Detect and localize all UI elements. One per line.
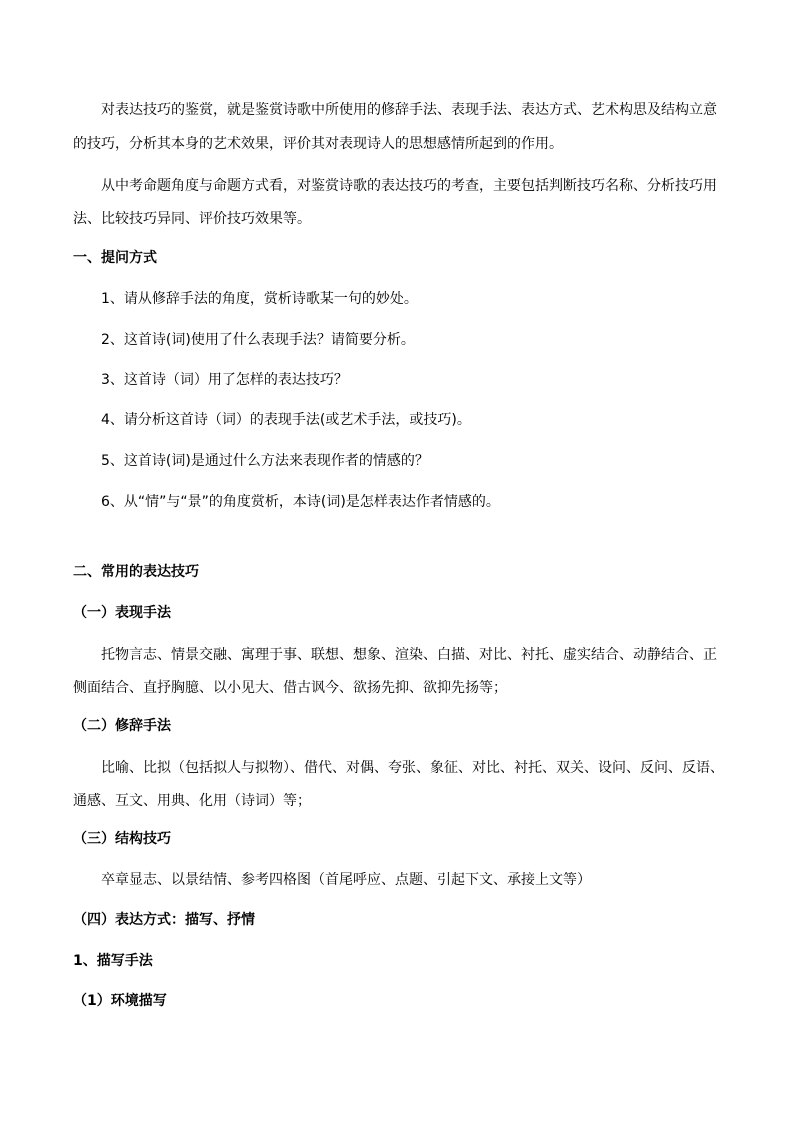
intro-paragraph-1-line-2: 的技巧，分析其本身的艺术效果，评价其对表现诗人的思想感情所起到的作用。 (73, 136, 563, 152)
question-item-3: 3、这首诗（词）用了怎样的表达技巧？ (101, 372, 348, 388)
subsection-rhetoric-line-1: 比喻、比拟（包括拟人与拟物）、借代、对偶、夸张、象征、对比、衬托、双关、设问、反问、反语、 (101, 760, 724, 776)
intro-paragraph-2-line-1: 从中考命题角度与命题方式看，对鉴赏诗歌的表达技巧的考查，主要包括判断技巧名称、分析技巧用 (101, 178, 717, 194)
subsection-structure-heading: （三）结构技巧 (73, 831, 171, 847)
subsection-expression-line-2: 侧面结合、直抒胸臆、以小见大、借古讽今、欲扬先抑、欲抑先扬等； (73, 680, 507, 696)
question-item-5: 5、这首诗(词)是通过什么方法来表现作者的情感的？ (101, 453, 429, 469)
subsection-expression-heading: （一）表现手法 (73, 605, 171, 621)
question-item-2: 2、这首诗(词)使用了什么表现手法？请简要分析。 (101, 332, 415, 348)
question-item-4: 4、请分析这首诗（词）的表现手法(或艺术手法，或技巧)。 (101, 412, 471, 428)
description-method-heading: 1、描写手法 (73, 953, 153, 969)
subsection-structure-line-1: 卒章显志、以景结情、参考四格图（首尾呼应、点题、引起下文、承接上文等） (101, 872, 591, 888)
question-item-1: 1、请从修辞手法的角度，赏析诗歌某一句的妙处。 (101, 291, 418, 307)
subsection-rhetoric-heading: （二）修辞手法 (73, 718, 171, 734)
section-2-heading: 二、常用的表达技巧 (73, 564, 199, 580)
environment-description-heading: （1）环境描写 (73, 993, 167, 1009)
section-1-heading: 一、提问方式 (73, 250, 157, 266)
subsection-rhetoric-line-2: 通感、互文、用典、化用（诗词）等； (73, 793, 311, 809)
question-item-6: 6、从“情”与“景”的角度赏析，本诗(词)是怎样表达作者情感的。 (101, 494, 500, 510)
subsection-expression-mode-heading: （四）表达方式：描写、抒情 (73, 912, 255, 928)
subsection-expression-line-1: 托物言志、情景交融、寓理于事、联想、想象、渲染、白描、对比、衬托、虚实结合、动静结合、正 (101, 647, 717, 663)
intro-paragraph-2-line-2: 法、比较技巧异同、评价技巧效果等。 (73, 211, 311, 227)
intro-paragraph-1-line-1: 对表达技巧的鉴赏，就是鉴赏诗歌中所使用的修辞手法、表现手法、表达方式、艺术构思及结构立意 (101, 102, 717, 118)
